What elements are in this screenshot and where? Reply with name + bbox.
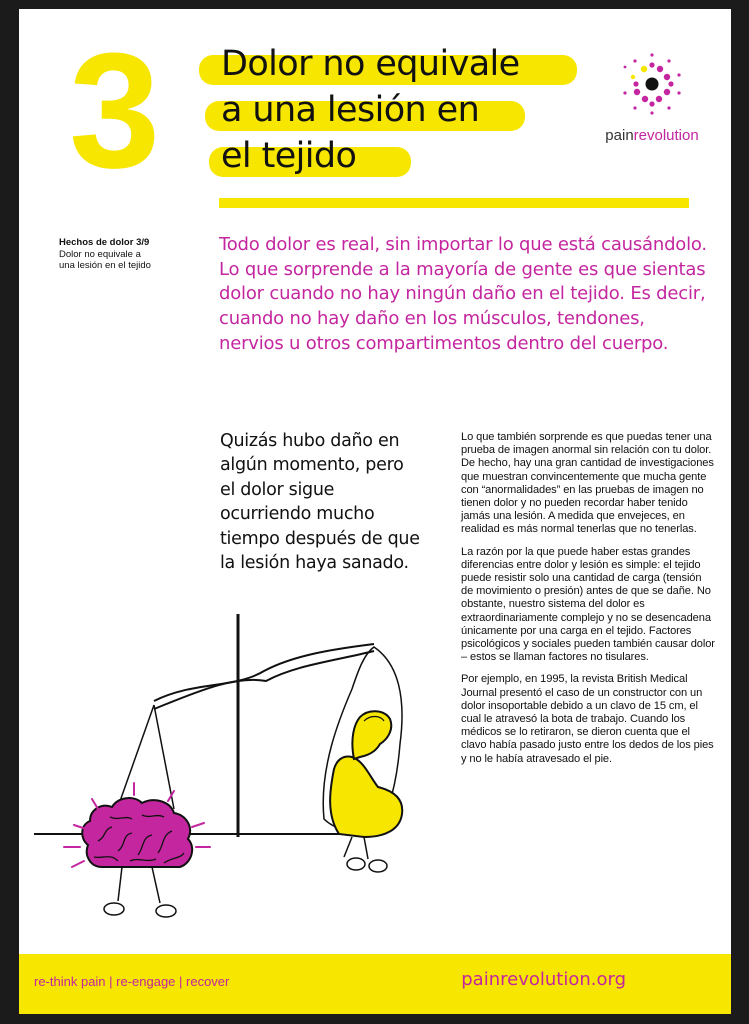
footer-tagline: re-think pain | re-engage | recover (34, 974, 230, 989)
footer-website[interactable]: painrevolution.org (461, 969, 626, 990)
title-line: el tejido (221, 136, 357, 176)
title-line: Dolor no equivale (221, 44, 520, 84)
brain-vs-muscle-scale-illustration (34, 609, 464, 939)
footer-bar (19, 954, 731, 1014)
facts-subtitle-line: una lesión en el tejido (59, 260, 151, 271)
dot-burst-logo-icon (615, 47, 689, 121)
facts-heading: Hechos de dolor 3/9 (59, 237, 150, 248)
body-column (461, 431, 715, 775)
title-block (199, 41, 579, 179)
body-paragraph: Lo que también sorprende es que puedas tener una prueba de imagen anormal sin relación con tu dolor. De hecho, hay una gran cantidad de investigaciones que muestran convincentemente que mucha gente con “anormalidades” en las pruebas de imagen no tienen dolor y no pueden recordar haber tenido jamás una lesión. A medida que envejeces, en realidad es más normal tenerlas que no tenerlas. (461, 431, 714, 536)
title-line: a una lesión en (221, 90, 480, 130)
facts-label (59, 237, 209, 272)
logo-word-accent: revolution (633, 127, 699, 144)
fact-sheet-page (19, 9, 731, 1014)
fact-number: 3 (69, 19, 161, 202)
page-title (199, 41, 579, 179)
lead-paragraph: Todo dolor es real, sin importar lo que está causándolo. Lo que sorprende a la mayoría de gente es que sientas dolor cuando no hay ningún daño en el tejido. Es decir, cuando no hay daño en los músculos, tendones, nervios u otros compartimentos dentro del cuerpo. (219, 234, 707, 354)
facts-subtitle-line: Dolor no equivale a (59, 248, 141, 260)
callout-quote: Quizás hubo daño en algún momento, pero el dolor sigue ocurriendo mucho tiempo después de que la lesión haya sanado. (220, 431, 420, 574)
body-paragraph: La razón por la que puede haber estas grandes diferencias entre dolor y lesión es simple: el tejido puede resistir solo una cantidad de carga (tensión de movimiento o presión) antes de que se dañe. No obstante, nuestro sistema del dolor es extraordinariamente complejo y no se desencadena únicamente por una carga en el tejido. Factores psicológicos y sociales pueden también causar dolor – estos se llaman factores no tisulares. (461, 545, 715, 664)
body-paragraph: Por ejemplo, en 1995, la revista British Medical Journal presentó el caso de un constructor con un dolor insoportable debido a un clavo de 15 cm, el cual le atravesó la bota de trabajo. Cuando los médicos se lo retiraron, se dieron cuenta que el clavo había pasado justo entre los dedos de los pies y no le había atravesado el pie. (461, 673, 714, 765)
logo-word-plain: pain (605, 127, 634, 144)
title-underline (219, 198, 689, 208)
logo-wordmark (597, 127, 707, 144)
pain-revolution-logo (597, 47, 707, 147)
